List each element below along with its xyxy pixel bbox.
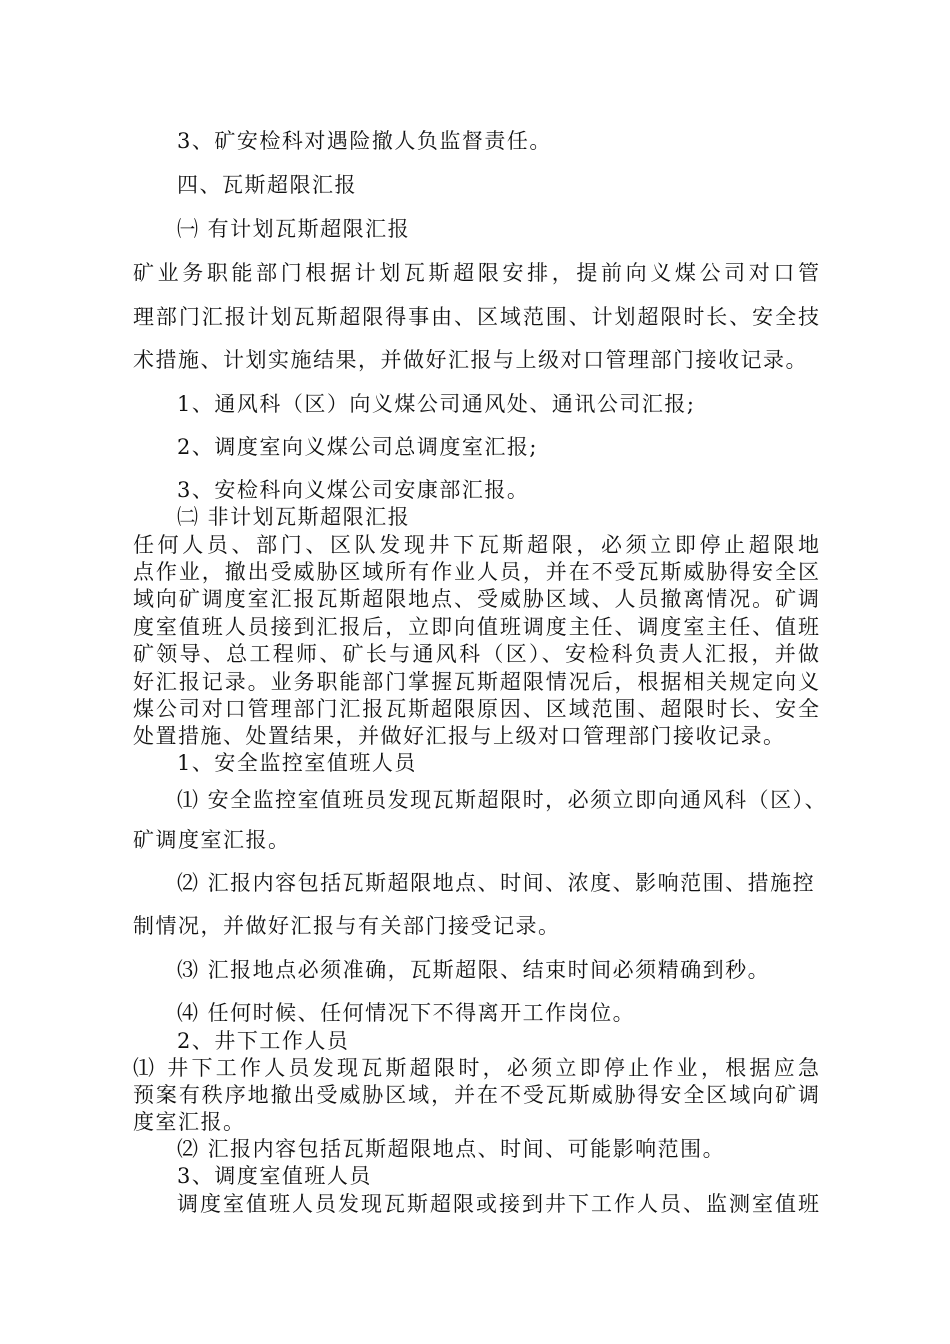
paragraph-line: 调度室值班人员发现瓦斯超限或接到井下工作人员、监测室值班 [177, 1192, 819, 1216]
list-item: ⑴ 井下工作人员发现瓦斯超限时，必须立即停止作业，根据应急 [133, 1056, 819, 1080]
paragraph-line: 术措施、计划实施结果，并做好汇报与上级对口管理部门接收记录。 [133, 348, 808, 372]
list-item: ⑷ 任何时候、任何情况下不得离开工作岗位。 [177, 1001, 636, 1025]
paragraph-line: 处置措施、处置结果，并做好汇报与上级对口管理部门接收记录。 [133, 724, 786, 748]
list-item: 3、安检科向义煤公司安康部汇报。 [177, 478, 530, 502]
section-heading: 四、瓦斯超限汇报 [177, 173, 357, 197]
list-item-continued: 矿调度室汇报。 [133, 828, 291, 852]
list-item-continued: 预案有秩序地撤出受威胁区域，并在不受瓦斯威胁得安全区域向矿调 [133, 1083, 819, 1107]
list-item-continued: 度室汇报。 [133, 1110, 246, 1134]
list-heading: 2、井下工作人员 [177, 1029, 350, 1053]
paragraph-line: 矿领导、总工程师、矿长与通风科（区）、安检科负责人汇报，并做 [133, 642, 819, 666]
list-item: ⑴ 安全监控室值班员发现瓦斯超限时，必须立即向通风科（区）、 [177, 788, 828, 812]
list-heading: 3、调度室值班人员 [177, 1164, 372, 1188]
paragraph-line: 好汇报记录。业务职能部门掌握瓦斯超限情况后，根据相关规定向义 [133, 670, 819, 694]
list-item: ⑵ 汇报内容包括瓦斯超限地点、时间、可能影响范围。 [177, 1137, 726, 1161]
paragraph-line: 度室值班人员接到汇报后，立即向值班调度主任、调度室主任、值班 [133, 615, 819, 639]
text-line: 3、矿安检科对遇险撤人负监督责任。 [177, 129, 552, 153]
subsection-heading: ㈠ 有计划瓦斯超限汇报 [177, 217, 411, 241]
paragraph-line: 点作业，撤出受威胁区域所有作业人员，并在不受瓦斯威胁得安全区 [133, 560, 819, 584]
list-item: ⑵ 汇报内容包括瓦斯超限地点、时间、浓度、影响范围、措施控 [177, 871, 816, 895]
paragraph-line: 煤公司对口管理部门汇报瓦斯超限原因、区域范围、超限时长、安全 [133, 697, 819, 721]
paragraph-line: 域向矿调度室汇报瓦斯超限地点、受威胁区域、人员撤离情况。矿调 [133, 587, 819, 611]
list-item: ⑶ 汇报地点必须准确，瓦斯超限、结束时间必须精确到秒。 [177, 958, 771, 982]
subsection-heading: ㈡ 非计划瓦斯超限汇报 [177, 505, 411, 529]
paragraph-line: 理部门汇报计划瓦斯超限得事由、区域范围、计划超限时长、安全技 [133, 305, 819, 329]
paragraph-line: 矿业务职能部门根据计划瓦斯超限安排，提前向义煤公司对口管 [133, 261, 819, 285]
list-heading: 1、安全监控室值班人员 [177, 751, 417, 775]
list-item: 1、通风科（区）向义煤公司通风处、通讯公司汇报; [177, 392, 696, 416]
list-item-continued: 制情况，并做好汇报与有关部门接受记录。 [133, 914, 561, 938]
paragraph-line: 任何人员、部门、区队发现井下瓦斯超限，必须立即停止超限地 [133, 533, 819, 557]
list-item: 2、调度室向义煤公司总调度室汇报; [177, 435, 538, 459]
